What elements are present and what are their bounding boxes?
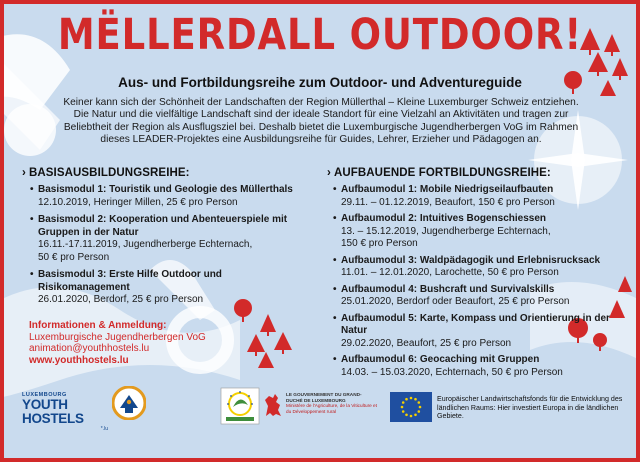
module-title: • Basismodul 1: Touristik und Geologie des Müllerthals	[38, 184, 293, 195]
module-detail: 26.01.2020, Berdorf, 25 € pro Person	[38, 294, 204, 305]
list-item	[333, 184, 628, 209]
module-detail: 12.10.2019, Heringer Millen, 25 € pro Person	[38, 196, 238, 208]
module-title: • Basismodul 3: Erste Hilfe Outdoor und Risikomanagement	[38, 269, 222, 293]
yh-logo-country: LUXEMBOURG	[22, 392, 67, 398]
eu-fund-text: Europäischer Landwirtschaftsfonds für die Entwicklung des ländlichen Raums: Hier investiert Europa in die ländlichen Gebiete.	[437, 395, 623, 421]
list-item	[333, 313, 628, 351]
basis-heading-label: BASISAUSBILDUNGSREIHE:	[28, 167, 190, 179]
luxembourg-lion-icon	[262, 392, 284, 418]
module-detail: 29.02.2020, Beaufort, 25 € pro Person	[341, 337, 512, 349]
arrow-icon: ›	[22, 167, 26, 179]
hostel-badge-icon	[112, 386, 146, 420]
youth-hostels-logo	[22, 392, 108, 432]
module-title: • Aufbaumodul 1: Mobile Niedrigseilaufbauten	[341, 184, 554, 195]
module-title: • Aufbaumodul 6: Geocaching mit Gruppen	[341, 354, 540, 365]
aufbau-heading	[327, 167, 551, 179]
aufbau-heading-label: AUFBAUENDE FORTBILDUNGSREIHE:	[333, 167, 551, 179]
yh-logo-domain: *.lu	[100, 426, 108, 432]
contact-info	[29, 320, 206, 366]
module-detail: 25.01.2020, Berdorf oder Beaufort, 25 € pro Person	[341, 296, 570, 307]
right-border	[636, 0, 640, 462]
bottom-border	[0, 458, 640, 462]
basis-heading	[22, 167, 190, 179]
module-title: • Basismodul 2: Kooperation und Abenteuerspiele mit Gruppen in der Natur	[38, 214, 288, 238]
yh-logo-wordmark: YOUTH HOSTELS	[22, 397, 84, 426]
gov-ministry: Ministère de l'Agriculture, de la Viticulture et du Développement rural	[286, 403, 377, 414]
list-item	[30, 184, 315, 209]
module-detail: 29.11. – 01.12.2019, Beaufort, 150 € pro Person	[341, 196, 555, 208]
list-item	[30, 269, 315, 307]
module-title: • Aufbaumodul 5: Karte, Kompass und Orientierung in der Natur	[341, 312, 610, 336]
list-item	[333, 284, 628, 309]
headline: MËLLERDALL OUTDOOR!	[57, 10, 583, 60]
contact-heading: Informationen & Anmeldung:	[29, 320, 167, 331]
contact-org: Luxemburgische Jugendherbergen VoG	[29, 331, 206, 343]
module-detail: 14.03. – 15.03.2020, Echternach, 50 € pro Person	[341, 366, 563, 378]
eu-flag-icon	[390, 392, 432, 422]
module-title: • Aufbaumodul 3: Waldpädagogik und Erlebnisrucksack	[341, 254, 601, 266]
arrow-icon: ›	[327, 167, 331, 179]
list-item	[333, 213, 628, 251]
module-title: • Aufbaumodul 2: Intuitives Bogenschiessen	[341, 213, 547, 224]
aufbau-module-list	[333, 184, 628, 383]
module-detail: 11.01. – 12.01.2020, Larochette, 50 € pro Person	[341, 267, 559, 278]
leader-logo-icon	[220, 387, 260, 425]
module-detail: 13. – 15.12.2019, Jugendherberge Echternach,	[341, 225, 551, 237]
government-logo-text	[286, 392, 378, 414]
module-detail: 16.11.-17.11.2019, Jugendherberge Echternach,	[38, 239, 253, 250]
basis-module-list	[30, 184, 315, 312]
module-title: • Aufbaumodul 4: Bushcraft und Survivalskills	[341, 283, 555, 295]
list-item	[333, 354, 628, 379]
intro-paragraph: Keiner kann sich der Schönheit der Landschaften der Region Müllerthal – Kleine Luxemburger Schweiz entziehen. Die Natur und die vielfältige Landschaft sind der ideale Standort für eine Vielzahl an Aktivitäten und tragen zur Beliebtheit der Region als Ausflugsziel bei. Deshalb bietet die Luxemburgische Jugendherbergen VoG im Rahmen dieses LEADER-Projektes eine Ausbildungsreihe für Guides, Lehrer, Erzieher und Pädagogen an.	[63, 97, 579, 146]
list-item	[30, 214, 315, 264]
module-detail: 50 € pro Person	[38, 251, 110, 263]
top-border	[0, 0, 640, 4]
gov-title: LE GOUVERNEMENT DU GRAND-DUCHÉ DE LUXEMBOURG	[286, 392, 362, 403]
module-detail: 150 € pro Person	[341, 238, 418, 249]
left-border	[0, 0, 4, 462]
website-link[interactable]: www.youthhostels.lu	[29, 354, 129, 366]
list-item	[333, 255, 628, 280]
subtitle: Aus- und Fortbildungsreihe zum Outdoor- und Adventureguide	[118, 75, 522, 90]
contact-email-link[interactable]: animation@youthhostels.lu	[29, 343, 150, 354]
